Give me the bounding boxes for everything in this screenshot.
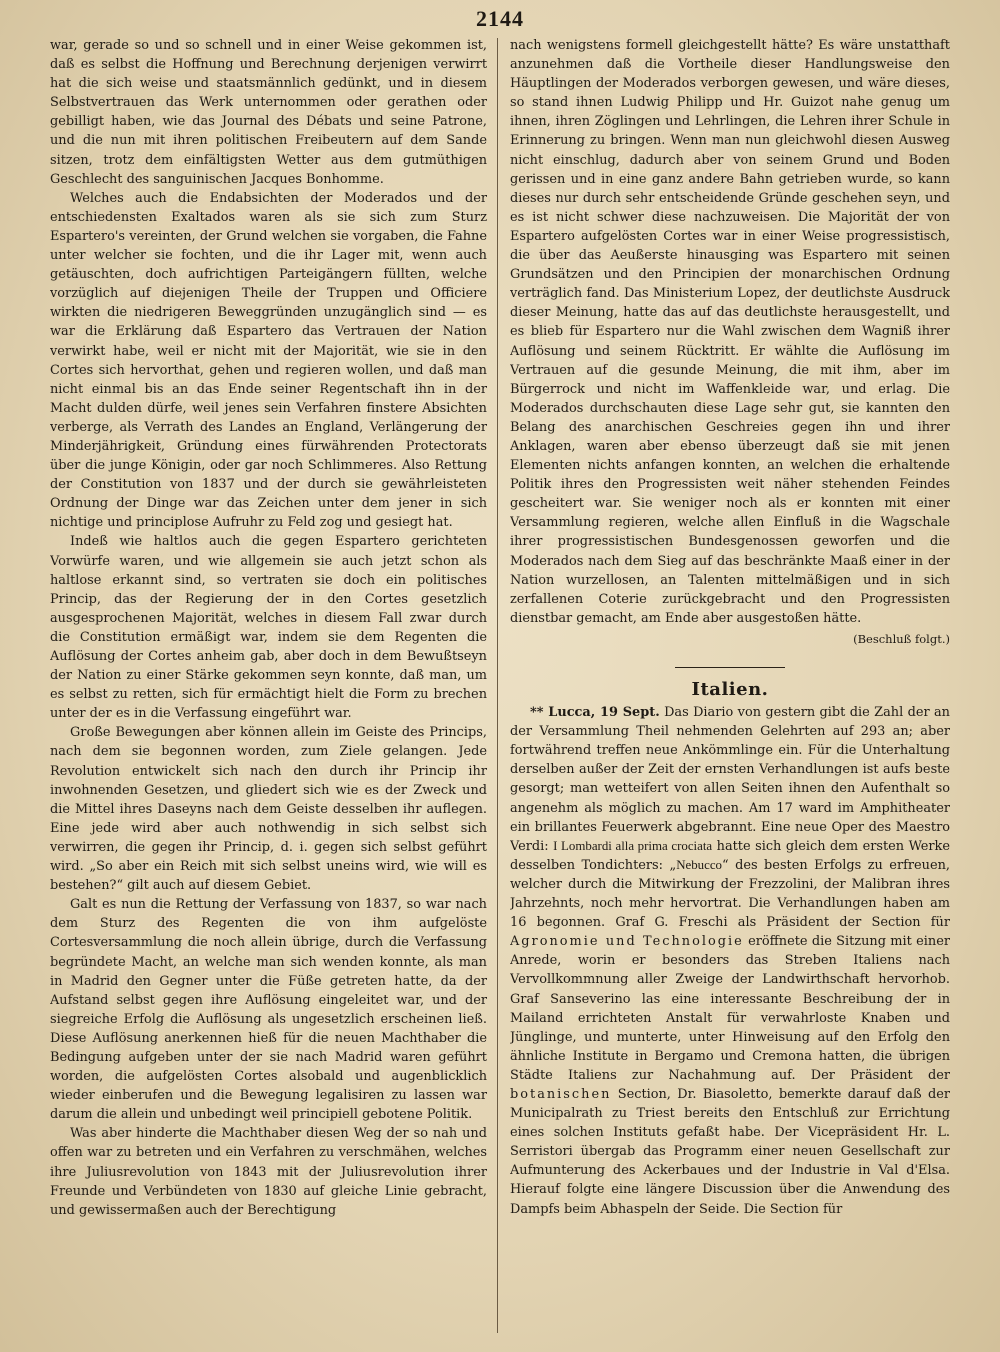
paragraph: Indeß wie haltlos auch die gegen Espartero gerichteten Vorwürfe waren, und wie allgemein sie auch jetzt schon als haltlose erkannt sind, so vertraten sie doch ein politisches Princip, das der Regierung der in den Cortes gesetzlich ausgesprochenen Majorität, welches in diesem Fall zwar durch die Constitution ermäßigt war, indem sie dem Regenten die Auflösung der Cortes anheim gab, aber doch in dem Bewußtseyn der Nation zu einer Stärke gekommen seyn konnte, daß man, um es selbst zu retten, sich für ermächtigt hielt die Form zu brechen unter der es in die Verfassung eingeführt war.	[50, 534, 487, 722]
continuation-note: (Beschluß folgt.)	[853, 631, 950, 646]
opera-title: I Lombardi alla prima crociata	[553, 838, 713, 853]
section-heading: Italien.	[691, 679, 769, 700]
paragraph: Was aber hinderte die Machthaber diesen Weg der so nah und offen war zu betreten und ein Verfahren zu verschmähen, welches ihre Juliusrevolution von 1843 mit der Juliusrevolution ihrer Freunde und Verbündeten von 1830 auf gleiche Linie gebracht, und gewissermaßen auch der Berechtigung	[50, 1126, 487, 1218]
news-text: eröffnete die Sitzung mit einer Anrede, worin er besonders das Streben Italiens nach Vervollkommnung aller Zweige der Landwirthschaft hervorhob. Graf Sanseverino las eine interessante Beschreibung der in Mailand errichteten Anstalt für verwahrloste Knaben und Jünglinge, und munterte, unter Hinweisung auf den Erfolg den ähnliche Institute in Bergamo und Cremona hatten, die übrigen Städte Italiens zur Nachahmung auf. Der Präsident der	[510, 934, 950, 1083]
news-item	[510, 703, 950, 1219]
column-divider	[497, 38, 498, 1333]
section-name: botanischen	[510, 1086, 612, 1102]
section-separator	[675, 667, 785, 668]
news-text: hatte sich gleich dem ersten Werke desselben Tondichters: „	[510, 838, 950, 873]
news-text: “ des besten Erfolgs zu erfreuen, welcher durch die Mitwirkung der Frezzolini, der Malibran ihres Jahrzehnts, noch mehr hervortrat. Die Verhandlungen haben am 16 begonnen. Graf G. Freschi als Präsident der Section für	[510, 857, 950, 931]
news-text: Section, Dr. Biasoletto, bemerkte darauf daß der Municipalrath zu Triest bereits den Entschluß zur Errichtung eines solchen Instituts gefaßt habe. Der Vicepräsident Hr. L. Serristori übergab das Programm einer neuen Gesellschaft zur Aufmunterung des Ackerbaues und der Industrie in Val d'Elsa. Hierauf folgte eine längere Discussion über die Anwendung des Dampfs beim Abhaspeln der Seide. Die Section für	[510, 1086, 950, 1217]
paragraph: Große Bewegungen aber können allein im Geiste des Princips, nach dem sie begonnen worden, zum Ziele gelangen. Jede Revolution entwickelt sich nach den durch ihr Princip ihr inwohnenden Gesetzen, und gliedert sich wie es der Zweck und die Mittel ihres Daseyns nach dem Geiste desselben ihr auflegen. Eine jede wird aber auch nothwendig in sich selbst sich verwirren, die gegen ihr Princip, d. i. gegen sich selbst geführt wird. „So aber ein Reich mit sich selbst uneins wird, wie will es bestehen?“ gilt auch auf diesem Gebiet.	[50, 725, 487, 894]
dateline: ** Lucca, 19 Sept.	[530, 705, 660, 721]
paragraph: Galt es nun die Rettung der Verfassung von 1837, so war nach dem Sturz des Regenten die von ihm aufgelöste Cortesversammlung die noch allein übrige, durch die Verfassung begründete Macht, an welche man sich wenden konnte, als man in Madrid den Gegner unter die Füße getreten hatte, da der Aufstand selbst gegen ihre Auflösung eingeleitet war, und der siegreiche Erfolg die Auflösung als ungesetzlich erscheinen ließ. Diese Auflösung anerkennen hieß für die neuen Machthaber die Bedingung aufgeben unter der sie nach Madrid waren geführt worden, die aufgelösten Cortes alsobald und augenblicklich wieder einberufen und die Bewegung legalisiren zu lassen war darum die allein und unbedingt weil principiell gebotene Politik.	[50, 897, 487, 1123]
right-column	[510, 36, 950, 1336]
paragraph: war, gerade so und so schnell und in einer Weise gekommen ist, daß es selbst die Hoffnung und Berechnung derjenigen verwirrt hat die sich weise und staatsmännlich gedünkt, und in diesem Selbstvertrauen das Werk unternommen oder gerathen oder gebilligt haben, wie das Journal des Débats und seine Patrone, und die nun mit ihren politischen Freibeutern auf dem Sande sitzen, trotz dem einfältigsten Wetter aus dem gutmüthigen Geschlecht des sanguinischen Jacques Bonhomme.	[50, 38, 487, 187]
page-number: 2144	[476, 6, 524, 31]
news-text: Das Diario von gestern gibt die Zahl der an der Versammlung Theil nehmenden Gelehrten auf 293 an; aber fortwährend treffen neue Ankömmlinge ein. Für die Unterhaltung derselben außer der Zeit der ernsten Verhandlungen ist aufs beste gesorgt; man wetteifert von allen Seiten ihnen den Aufenthalt so angenehm als möglich zu machen. Am 17 ward im Amphitheater ein brillantes Feuerwerk abgebrannt. Eine neue Oper des Maestro Verdi:	[510, 705, 950, 854]
paragraph: nach wenigstens formell gleichgestellt hätte? Es wäre unstatthaft anzunehmen daß die Vortheile dieser Handlungsweise den Häuptlingen der Moderados verborgen gewesen, und wäre dieses, so stand ihnen Ludwig Philipp und Hr. Guizot nahe genug um ihnen, ihren Zöglingen und Lehrlingen, die Lehren ihrer Schule in Erinnerung zu bringen. Wenn man nun gleichwohl diesen Ausweg nicht einschlug, dadurch aber von seinem Grund und Boden gerissen und in eine ganz andere Bahn getrieben wurde, so kann dieses nur durch sehr entscheidende Gründe geschehen seyn, und es ist nicht schwer diese nachzuweisen. Die Majorität der von Espartero aufgelösten Cortes war in einer Weise progressistisch, die über das Aeußerste hinausging was Espartero mit seinen Grundsätzen und den Principien der monarchischen Ordnung verträglich fand. Das Ministerium Lopez, der deutlichste Ausdruck dieser Meinung, hatte das auf das deutlichste herausgestellt, und es blieb für Espartero nur die Wahl zwischen dem Wagniß ihrer Auflösung und seinem Rücktritt. Er wählte die Auflösung im Vertrauen auf die gesunde Meinung, die mit ihm, aber im Bürgerrock und nicht im Waffenkleide war, und erlag. Die Moderados durchschauten diese Lage sehr gut, sie kannten den Belang des anarchischen Geschreies gegen ihn und ihrer Anklagen, waren aber ebenso überzeugt daß sie mit jenen Elementen nichts anfangen konnten, an welchen die erhaltende Politik ihres den Progressisten weit näher stehenden Feindes gescheitert war. Sie weniger noch als er konnten mit einer Versammlung regieren, welche allen Einfluß in die Wagschale ihrer progressistischen Bundesgenossen geworfen und die Moderados nach dem Sieg auf das beschränkte Maaß einer in der Nation wurzellosen, an Talenten mittelmäßigen und in sich zerfallenen Coterie zurückgebracht und den Progressisten dienstbar gemacht, am Ende aber ausgestoßen hätte.	[510, 38, 950, 626]
section-name: Agronomie und Technologie	[510, 934, 744, 950]
left-column	[50, 36, 487, 1336]
opera-title: Nebucco	[676, 857, 722, 872]
paragraph: Welches auch die Endabsichten der Moderados und der entschiedensten Exaltados waren als sie sich zum Sturz Espartero's vereinten, der Grund welchen sie vorgaben, die Fahne unter welcher sie fochten, und die ihr Lager mit, wenn auch getäuschten, doch aufrichtigen Parteigängern füllten, welche vorzüglich auf diejenigen Theile der Truppen und Officiere wirkten die niedrigeren Beweggründen unzugänglich sind — es war die Erklärung daß Espartero das Vertrauen der Nation verwirkt habe, weil er nicht mit der Majorität, wie sie in den Cortes sich hervorthat, gehen und regieren wollen, und daß man nicht einmal bis an das Ende seiner Regentschaft ihn in der Macht dulden dürfe, weil jenes sein Verfahren finstere Absichten verberge, als Verrath des Landes an England, Verlängerung der Minderjährigkeit, Gründung eines fürwährenden Protectorats über die junge Königin, oder gar noch Schlimmeres. Also Rettung der Constitution von 1837 und der durch sie gewährleisteten Ordnung der Dinge war das Zeichen unter dem jener in sich nichtige und principlose Aufruhr zu Feld zog und gesiegt hat.	[50, 190, 487, 531]
